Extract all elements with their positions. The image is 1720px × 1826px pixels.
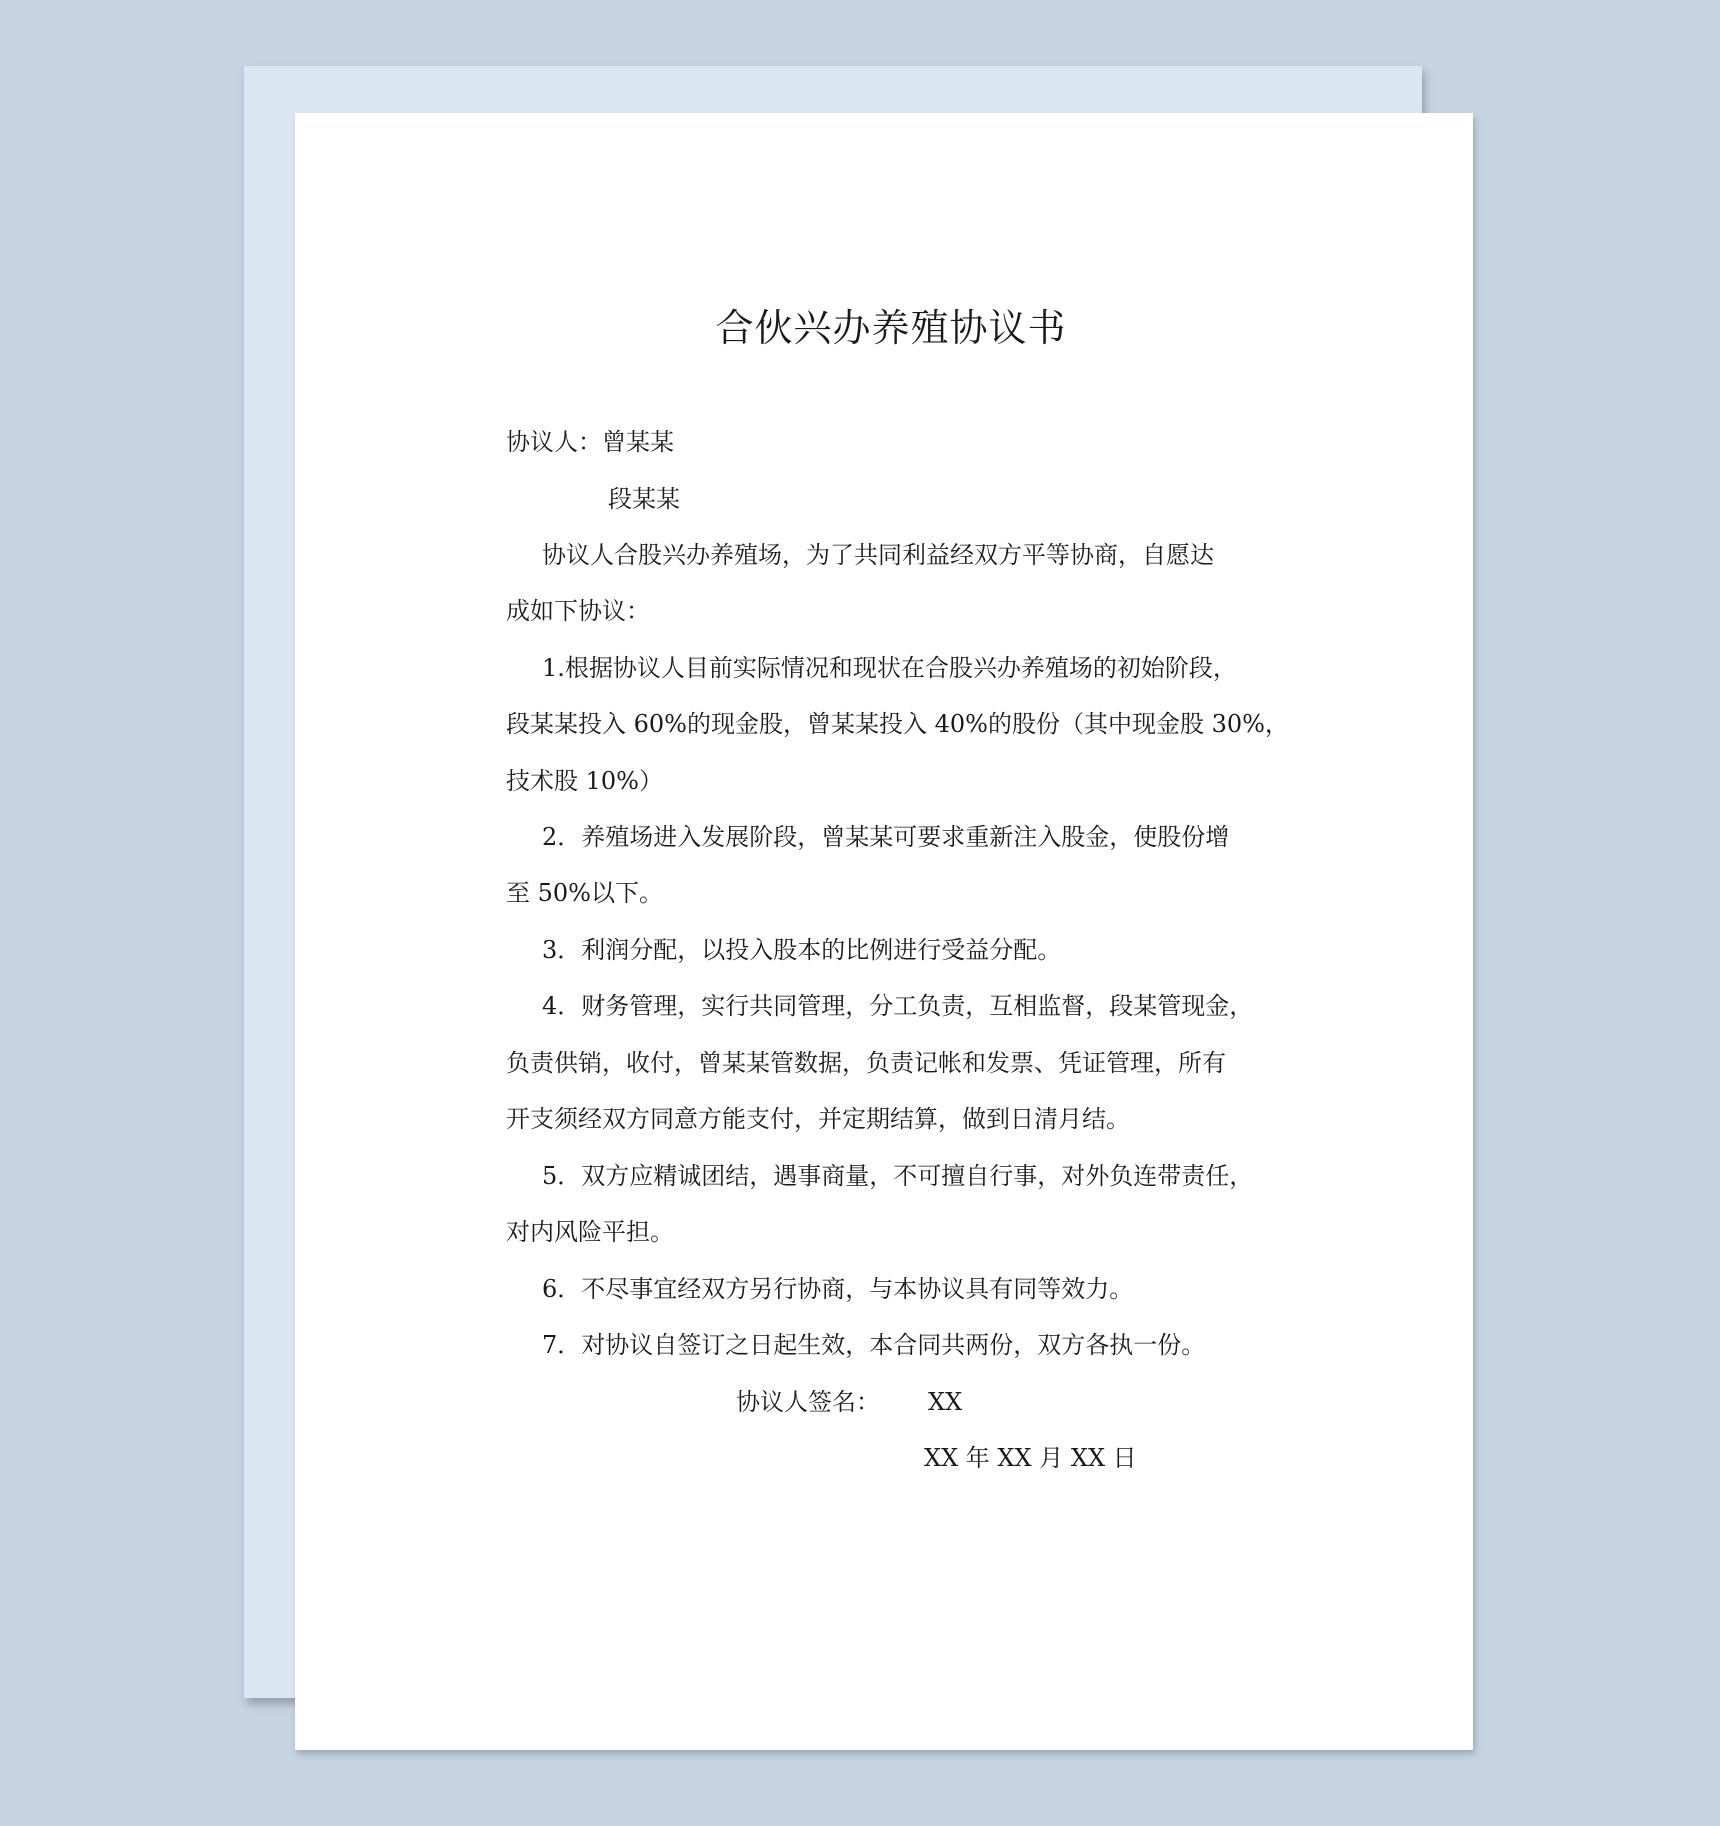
signature-value: XX [928, 1388, 963, 1416]
signature-label: 协议人签名： [736, 1388, 880, 1416]
clause-line: 至 50%以下。 [506, 879, 663, 907]
clause-line: 2．养殖场进入发展阶段，曾某某可要求重新注入股金，使股份增 [542, 823, 1230, 851]
party-name-2: 段某某 [608, 485, 680, 513]
clause-line: 负责供销，收付，曾某某管数据，负责记帐和发票、凭证管理，所有 [506, 1049, 1226, 1077]
clause-line: 4．财务管理，实行共同管理，分工负责，互相监督，段某管现金， [542, 992, 1254, 1020]
clause-line: 6．不尽事宜经双方另行协商，与本协议具有同等效力。 [542, 1275, 1134, 1303]
clause-line: 7．对协议自签订之日起生效，本合同共两份，双方各执一份。 [542, 1331, 1206, 1359]
clause-line: 技术股 10%） [506, 767, 663, 795]
signature-date: XX 年 XX 月 XX 日 [924, 1444, 1137, 1472]
clause-line: 1.根据协议人目前实际情况和现状在合股兴办养殖场的初始阶段， [542, 654, 1237, 682]
parties-label: 协议人： [506, 428, 602, 456]
signature-line [736, 1382, 1516, 1422]
party-name-1: 曾某某 [602, 428, 674, 456]
clause-line: 开支须经双方同意方能支付，并定期结算，做到日清月结。 [506, 1105, 1130, 1133]
clause-line: 段某某投入 60%的现金股，曾某某投入 40%的股份（其中现金股 30%， [506, 710, 1289, 738]
paragraph-line: 协议人合股兴办养殖场，为了共同利益经双方平等协商，自愿达 [542, 541, 1214, 569]
parties-line [506, 422, 1286, 462]
clause-line: 5．双方应精诚团结，遇事商量，不可擅自行事，对外负连带责任， [542, 1162, 1254, 1190]
clause-line: 3．利润分配，以投入股本的比例进行受益分配。 [542, 936, 1062, 964]
paragraph-line: 成如下协议： [506, 597, 650, 625]
clause-line: 对内风险平担。 [506, 1218, 674, 1246]
document-title: 合伙兴办养殖协议书 [715, 306, 1067, 350]
